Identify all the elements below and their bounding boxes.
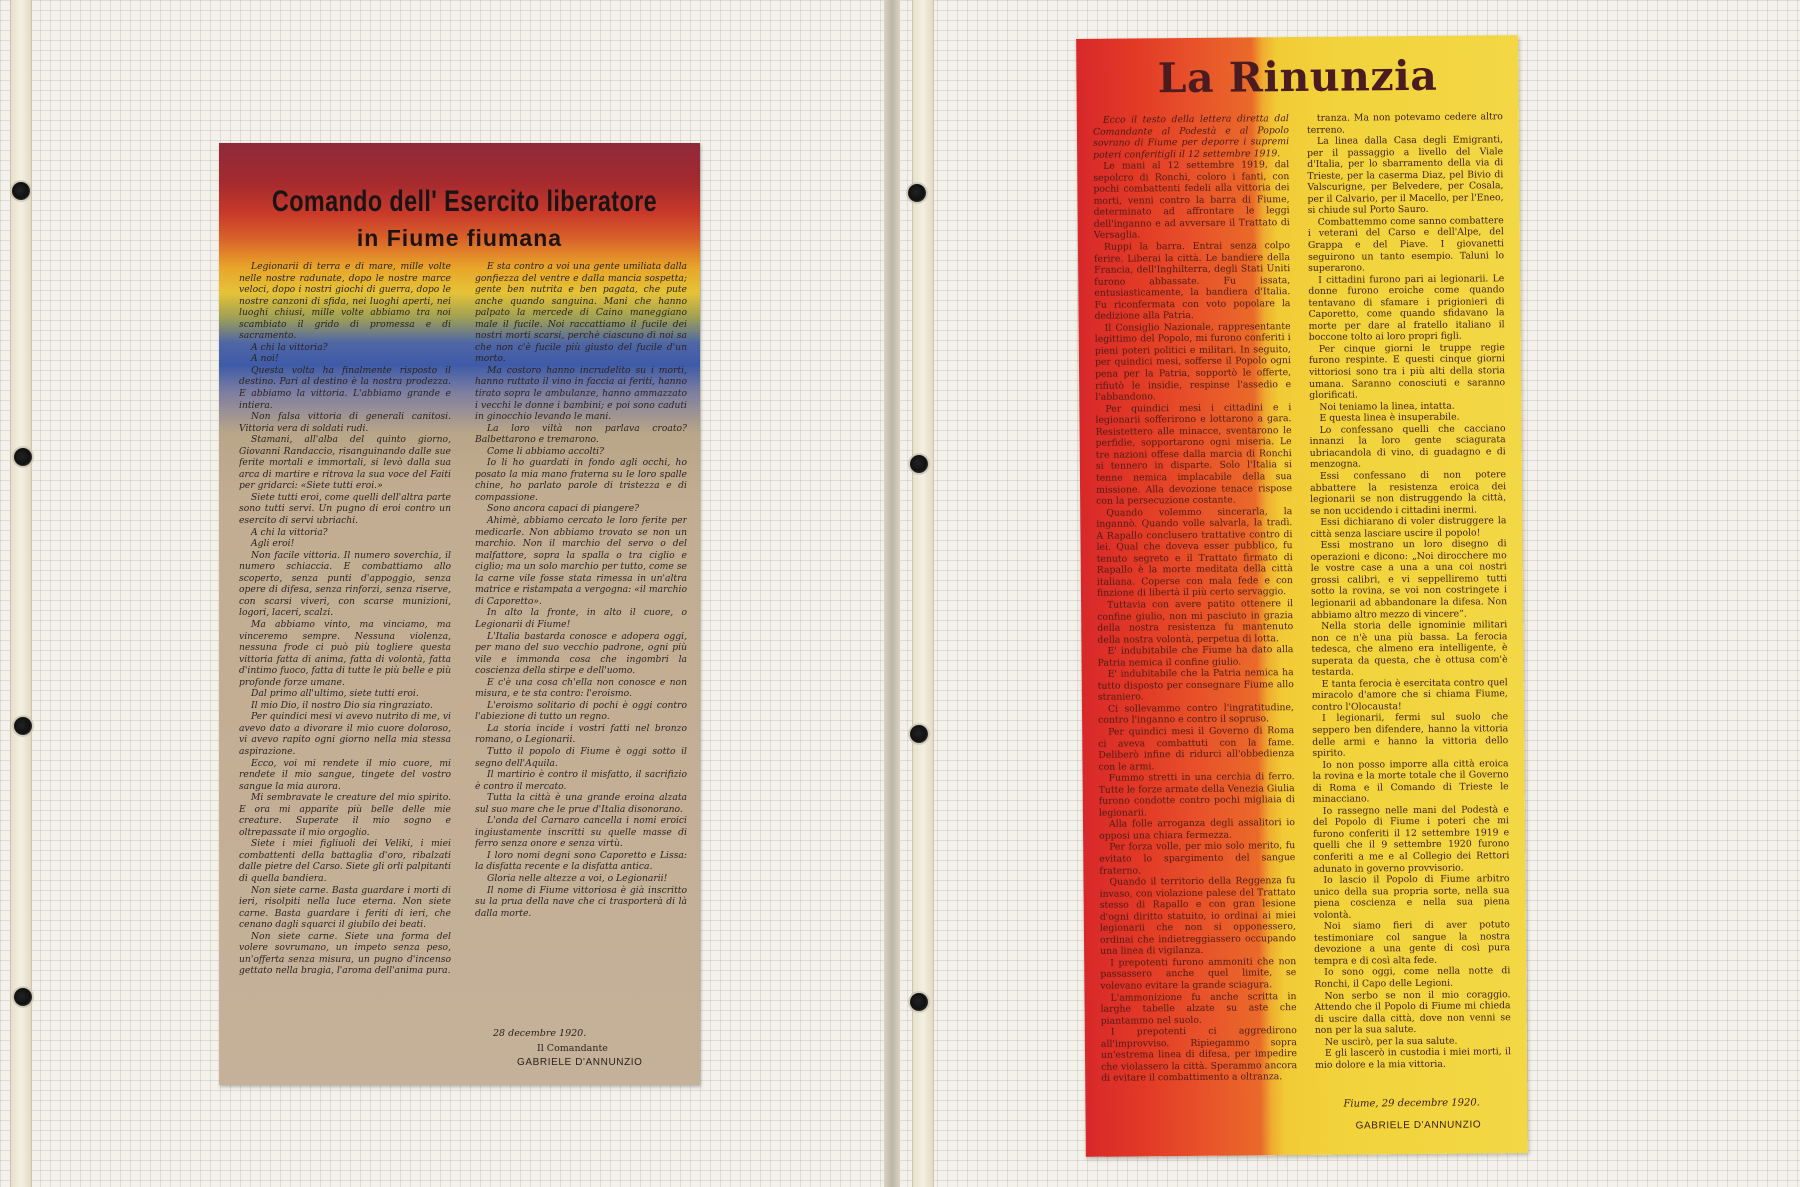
poster-paragraph: Ma abbiamo vinto, ma vinciamo, ma vinceremo sempre. Nessuna violenza, nessuna frode ci può più togliere questa vittoria fatta di anima, fatta di volontà, fatta d'intimo fuoco, fatta di tutte le più belle e più profonde forze umane.: [239, 618, 451, 688]
poster-paragraph: Ecco il testo della lettera diretta dal Comandante al Podestà e al Popolo sovrano di Fiume per deporre i supremi poteri conferitigli il 12 settembre 1919.: [1092, 113, 1290, 161]
poster-paragraph: Le mani al 12 settembre 1919, dal sepolcro di Ronchi, coloro i fanti, con pochi combattenti fedeli alla vittoria dei morti, venni contro la barra di Fiume, determinato ad affrontare le leggi dell'inganno e ad avversare il Trattato di Versaglia.: [1093, 159, 1290, 242]
poster-title: Comando dell' Esercito liberatore: [271, 185, 658, 218]
poster-paragraph: Ruppi la barra. Entrai senza colpo ferire. Liberai la città. Le bandiere della Francia, dell'Inghilterra, degli Stati Uniti furono abbassate. Fu issata, entusiasticamente, la bandiera d'Italia. Fu riconfermata con voto popolare la dedizione alla Patria.: [1094, 240, 1291, 323]
poster-paragraph: Come li abbiamo accolti?: [487, 445, 605, 457]
poster-paragraph: Ahimè, abbiamo cercato le loro ferite per medicarle. Non abbiamo trovato se non un marchio. Non il marchio del servo o del malfattore, sopra la spalla o tra ciglio e ciglio; ma un solo marchio per tutto, come se la carne vile fosse stata rimessa in un'altra matrice e ristampata a vergogna: «il marchio di Caporetto».: [475, 515, 687, 607]
poster-body: [239, 261, 687, 1061]
poster-paragraph: Per quindici mesi il Governo di Roma ci aveva combattuti con la fame. Deliberò infine di ridurci all'obbedienza con le armi.: [1098, 725, 1295, 773]
binding-gutter: [884, 0, 900, 1187]
poster-paragraph: Essi dichiarano di voler distruggere la città senza lasciare uscire il popolo!: [1310, 515, 1507, 540]
poster-paragraph: I cittadini furono pari ai legionarii. Le donne furono eroiche come quando tentavano di sfamare i prigionieri di Caporetto, come quando sfidavano la morte per dare al fratello italiano il boccone tolto ai loro propri figli.: [1308, 272, 1505, 344]
poster-paragraph: Lo confessano quelli che cacciano innanzi la loro gente sciagurata ubriacandola di vino, di guadagno e di menzogna.: [1309, 422, 1506, 471]
poster-paragraph: Tuttavia con avere patito ottenere il confine giulio, non mi pasciuto in grazia della nostra resistenza fu mantenuto della nostra volontà, perpetua di lotta.: [1097, 598, 1294, 646]
poster-paragraph: I prepotenti furono ammoniti che non passassero anche quel limite, se volevano evitare la grande sciagura.: [1100, 955, 1297, 992]
poster-paragraph: L'eroismo solitario di pochi è oggi contro l'abiezione di tutto un regno.: [475, 699, 687, 723]
poster-paragraph: Nella storia delle ignominie militari non ce n'è una più bassa. La ferocia tedesca, che almeno era intelligente, è superata da questa, che è ottusa com'è testarda.: [1311, 619, 1508, 679]
poster-paragraph: Il nome di Fiume vittoriosa è già inscritto su la prua della nave che ci trasporterà di là dalla morte.: [475, 884, 687, 919]
poster-paragraph: Essi confessano di non potere abbattere la resistenza eroica dei legionarii se non distruggendo la città, se non uccidendo i cittadini inermi.: [1310, 469, 1507, 517]
poster-paragraph: La linea dalla Casa degli Emigranti, per il passaggio a livello del Viale d'Italia, per lo sbarramento della via di Trieste, per la caserma Diaz, pel Bivio di Valscurigne, per Belvedere, per Cosala, per il Calvario, per il Macello, per l'Eneo, si chiude sul Porto Sauro.: [1307, 134, 1504, 217]
poster-paragraph: Legionarii di terra e di mare, mille volte nelle nostre radunate, dopo le nostre marce veloci, dopo i nostri giochi di guerra, dopo le nostre canzoni di sfida, nei luoghi aperti, nei luoghi chiusi, mille volte abbiamo tra noi scambiato il grido di promessa e di sacramento.: [239, 261, 451, 342]
poster-paragraph: I prepotenti ci aggredirono all'improvviso. Ripiegammo sopra un'estrema linea di difesa, per impedire che violassero la città. Sperammo ancora di evitare il combattimento a oltranza.: [1100, 1025, 1298, 1085]
poster-paragraph: Sono ancora capaci di piangere?: [487, 503, 640, 515]
poster-paragraph: L'Italia bastarda conosce e adopera oggi, per mano del suo vecchio padrone, ogni più vile e immonda cosa che ingombri la coscienza della stirpe e dell'uomo.: [475, 630, 687, 677]
poster-paragraph: A chi la vittoria?: [251, 341, 328, 353]
poster-paragraph: Io li ho guardati in fondo agli occhi, ho posato la mia mano fraterna su le loro spalle chine, ho parlato parole di tristezza e di compassione.: [475, 457, 687, 503]
poster-paragraph: Non facile vittoria. Il numero soverchia, il numero schiaccia. E combattiamo allo scoperto, senza punti d'appoggio, senza opere di difesa, senza rinforzi, senza riserve, con scarsi viveri, con scarse munizioni, logori, laceri, scalzi.: [239, 549, 451, 619]
poster-paragraph: Il Consiglio Nazionale, rappresentante legittimo del Popolo, mi furono conferiti i pieni poteri politici e militari. In seguito, per quindici mesi, sofferse il Popolo ogni pena per la Patria, sopportò le offerte, rifiutò le insidie, respinse l'assedio e l'abbandono.: [1094, 320, 1292, 403]
poster-paragraph: E sta contro a voi una gente umiliata dalla gonfiezza del ventre e dalla mancia sospetta; gente ben nutrita e ben pagata, che pute anche quando sanguina. Mani che hanno palpato la mercede di Caino maneggiano male il fucile. Noi raccattiamo il fucile dei nostri morti scarsi, perchè ciascuno di noi sa che non c'è fucile più giusto del fucile d'un morto.: [475, 261, 687, 365]
poster-paragraph: Il mio Dio, il nostro Dio sia ringraziato.: [251, 699, 433, 711]
poster-date: Fiume, 29 decembre 1920.: [1343, 1097, 1480, 1110]
poster-column-left: [239, 261, 451, 1061]
poster-column-right: [475, 261, 687, 1061]
poster-signature: GABRIELE D'ANNUNZIO: [1355, 1119, 1482, 1132]
poster-paragraph: Combattemmo come sanno combattere i veterani del Carso e dell'Alpe, del Grappa e del Piave. I giovanetti seguirono un tanto esempio. Taluni lo superarono.: [1307, 215, 1505, 275]
poster-paragraph: L'ammonizione fu anche scritta in larghe tabelle alzate su aste che piantammo nel suolo.: [1100, 990, 1297, 1027]
poster-date: 28 decembre 1920.: [493, 1028, 587, 1039]
poster-column-right: [1307, 111, 1512, 1113]
poster-paragraph: Agli eroi!: [251, 538, 295, 550]
poster-paragraph: Non falsa vittoria di generali canitosi. Vittoria vera di soldati rudi.: [239, 411, 451, 434]
poster-paragraph: Non serbo se non il mio coraggio. Attendo che il Popolo di Fiume mi chieda di uscire dalla città, dove non venni se non per la sua salute.: [1314, 988, 1511, 1037]
poster-paragraph: E tanta ferocia è esercitata contro quel miracolo d'amore che si chiama Fiume, contro l'Olocausta!: [1311, 677, 1508, 713]
poster-paragraph: Io non posso imporre alla città eroica la rovina e la morte totale che il Governo di Roma e il Comando di Trieste le minacciano.: [1312, 757, 1509, 806]
poster-paragraph: E questa linea è insuperabile.: [1319, 411, 1460, 425]
poster-paragraph: E c'è una cosa ch'ella non conosce e non misura, e te sta contro: l'eroismo.: [475, 676, 687, 700]
poster-paragraph: Essi mostrano un loro disegno di operazioni e dicono: „Noi dirocchere mo le vostre case a una a una coi nostri grossi calibri, e vi seppelliremo tutti sotto la rovina, se voi non costringete i legionarii ad abbandonare la difesa. Non abbiamo altro mezzo di vincere”.: [1310, 538, 1508, 621]
punch-hole-icon: [910, 725, 928, 743]
poster-signatory-role: Il Comandante: [537, 1043, 608, 1054]
punch-hole-icon: [14, 988, 32, 1006]
poster-paragraph: A noi!: [251, 353, 279, 365]
poster-paragraph: A chi la vittoria?: [251, 526, 328, 538]
poster-paragraph: Questa volta ha finalmente risposto il destino. Pari al destino è la nostra prodezza. E abbiamo la vittoria. L'abbiamo grande e intiera.: [239, 364, 451, 411]
poster-paragraph: Noi siamo fieri di aver potuto testimoniare col sangue la nostra devozione a una gente di così pura tempra e di così alta fede.: [1313, 919, 1511, 967]
punch-hole-icon: [910, 993, 928, 1011]
poster-paragraph: Tutta la città è una grande eroina alzata sul suo mare che le prue d'Italia disonorano.: [475, 792, 687, 815]
poster-paragraph: Dal primo all'ultimo, siete tutti eroi.: [251, 688, 419, 700]
poster-paragraph: Quando il territorio della Reggenza fu invaso, con violazione palese del Trattato stesso di Rapallo e con gran lesione d'ogni diritto statuito, io ordinai ai miei legionarii che non si opponessero, ordinai che indietreggiassero occupando una linea di vigilanza.: [1099, 875, 1297, 958]
poster-paragraph: Stamani, all'alba del quinto giorno, Giovanni Randaccio, risanguinando dalle sue ferite mortali e immortali, si levò dalla sua arca di martire e ritrova la sua voce del Faiti per gridarci: «Siete tutti eroi.»: [239, 434, 451, 492]
poster-paragraph: Quando volemmo sincerarla, la ingannò. Quando volle salvarla, la tradì. A Rapallo conclusero trattative contro di lei. Qual che doveva esser pubblico, fu tenuto segreto e il Trattato firmato di Rapallo è la morte meditata della città italiana. Coperse con mala fede e con finzione di libertà il più certo servaggio.: [1096, 505, 1293, 600]
poster-paragraph: Io lascio il Popolo di Fiume arbitro unico della sua propria sorte, nella sua piena coscienza e nella sua piena volontà.: [1313, 873, 1510, 921]
poster-body: [1093, 111, 1514, 1115]
poster-paragraph: Gloria nelle altezze a voi, o Legionarii!: [487, 872, 668, 884]
poster-paragraph: L'onda del Carnaro cancella i nomi eroici ingiustamente inscritti su quelle masse di ferro senza onore e senza virtù.: [475, 815, 687, 850]
poster-subtitle: in Fiume fiumana: [356, 225, 563, 251]
poster-rinunzia: [1076, 35, 1528, 1157]
poster-paragraph: Ci sollevammo contro l'ingratitudine, contro l'inganno e contro il sopruso.: [1098, 701, 1295, 727]
binding-strip-left: [10, 0, 32, 1187]
poster-paragraph: In alto la fronte, in alto il cuore, o Legionarii di Fiume!: [475, 607, 687, 630]
poster-paragraph: La storia incide i vostri fatti nel bronzo romano, o Legionarii.: [475, 722, 687, 746]
punch-hole-icon: [14, 717, 32, 735]
poster-paragraph: Il martirio è contro il misfatto, il sacrifizio è contro il mercato.: [475, 769, 687, 792]
punch-hole-icon: [14, 448, 32, 466]
punch-hole-icon: [908, 184, 926, 202]
poster-title: La Rinunzia: [1157, 51, 1438, 103]
poster-paragraph: Io sono oggi, come nella notte di Ronchi, il Capo delle Legioni.: [1314, 965, 1511, 990]
poster-paragraph: Alla folle arroganza degli assalitori io opposi una chiara fermezza.: [1099, 817, 1296, 842]
poster-comando: [219, 143, 700, 1085]
poster-paragraph: I loro nomi degni sono Caporetto e Lissa: la disfatta recente e la disfatta antica.: [475, 849, 687, 873]
poster-paragraph: Per forza volle, per mio solo merito, fu evitato lo spargimento del sangue fraterno.: [1099, 840, 1296, 877]
poster-paragraph: E' indubitabile che la Patria nemica ha tutto disposto per consegnare Fiume allo straniero.: [1097, 667, 1294, 704]
poster-paragraph: Io rassegno nelle mani del Podestà e del Popolo di Fiume i poteri che mi furono conferiti il 12 settembre 1919 e quelli che il 9 settembre 1920 furono conferiti a me e al Collegio dei Rettori adunato in governo provvisorio.: [1312, 804, 1510, 875]
punch-hole-icon: [12, 182, 30, 200]
poster-paragraph: Per quindici mesi vi avevo nutrito di me, vi avevo dato a divorare il mio cuore doloroso, vi avevo rapito ogni giorno nella mia stessa aspirazione.: [239, 711, 451, 757]
punch-hole-icon: [910, 455, 928, 473]
poster-paragraph: Non siete carne. Siete una forma del volere sovrumano, un impeto senza peso, un'offerta senza misura, un pugno d'incenso gettato nella bragia, l'aroma dell'anima pura.: [239, 930, 451, 977]
poster-paragraph: Non siete carne. Basta guardare i morti di ieri, risolpiti nella luce eterna. Non siete carne. Basta guardare i feriti di ieri, che cenano dagli squarci il giubilo dei beati.: [239, 884, 451, 931]
poster-paragraph: I legionarii, fermi sul suolo che seppero ben difendere, hanno la vittoria delle armi e hanno la vittoria dello spirito.: [1312, 711, 1509, 759]
poster-paragraph: E gli lascerò in custodia i miei morti, il mio dolore e la mia vittoria.: [1315, 1046, 1512, 1071]
poster-paragraph: Ne uscirò, per la sua salute.: [1324, 1035, 1458, 1048]
poster-paragraph: tranza. Ma non potevamo cedere altro terreno.: [1306, 111, 1503, 136]
poster-column-left: [1093, 113, 1298, 1115]
poster-paragraph: Siete tutti eroi, come quelli dell'altra parte sono tutti servi. Un pugno di eroi contro un esercito di servi ubriachi.: [239, 491, 451, 527]
poster-paragraph: Ecco, voi mi rendete il mio cuore, mi rendete il mio sangue, tingete del vostro sangue la mia aurora.: [239, 757, 451, 792]
poster-paragraph: Fummo stretti in una cerchia di ferro. Tutte le forze armate della Venezia Giulia furono condotte contro pochi migliaia di legionarii.: [1098, 771, 1295, 819]
poster-signature: GABRIELE D'ANNUNZIO: [517, 1057, 643, 1068]
poster-paragraph: Noi teniamo la linea, intatta.: [1319, 400, 1455, 413]
poster-paragraph: La loro viltà non parlava croato? Balbettarono e tremarono.: [475, 422, 687, 446]
poster-paragraph: Mi sembravate le creature del mio spirito. E ora mi apparite più belle delle mie creature. Superate il mio sogno e oltrepassate il mio orgoglio.: [239, 792, 451, 838]
poster-paragraph: Tutto il popolo di Fiume è oggi sotto il segno dell'Aquila.: [475, 745, 687, 769]
poster-paragraph: Per quindici mesi i cittadini e i legionarii sofferirono e lottarono a gara. Resistettero alle minacce, sventarono le perfidie, sopportarono ogni miseria. Le tre nazioni offese dalla marcia di Ronchi si tennero in disparte. Solo l'Italia si tenne nemica implacabile della sua missione. Alla devozione tenace rispose con la persecuzione costante.: [1095, 401, 1293, 507]
poster-paragraph: Per cinque giorni le truppe regie furono respinte. E questi cinque giorni vittoriosi sono tra i più alti della storia umana. Saranno conosciuti e saranno glorificati.: [1308, 342, 1506, 402]
poster-paragraph: E' indubitabile che Fiume ha dato alla Patria nemica il confine giulio.: [1097, 644, 1294, 669]
poster-paragraph: Siete i miei figliuoli dei Veliki, i miei combattenti della battaglia d'oro, ribalzati dalle pietre del Carso. Siete gli orli palpitanti di quella bandiera.: [239, 838, 451, 884]
poster-paragraph: Ma costoro hanno incrudelito su i morti, hanno ruttato il vino in faccia ai feriti, hanno tirato sopra le ambulanze, hanno ammazzato i vecchi le donne i bambini; e poi sono caduti in ginocchio levando le mani.: [475, 364, 687, 423]
